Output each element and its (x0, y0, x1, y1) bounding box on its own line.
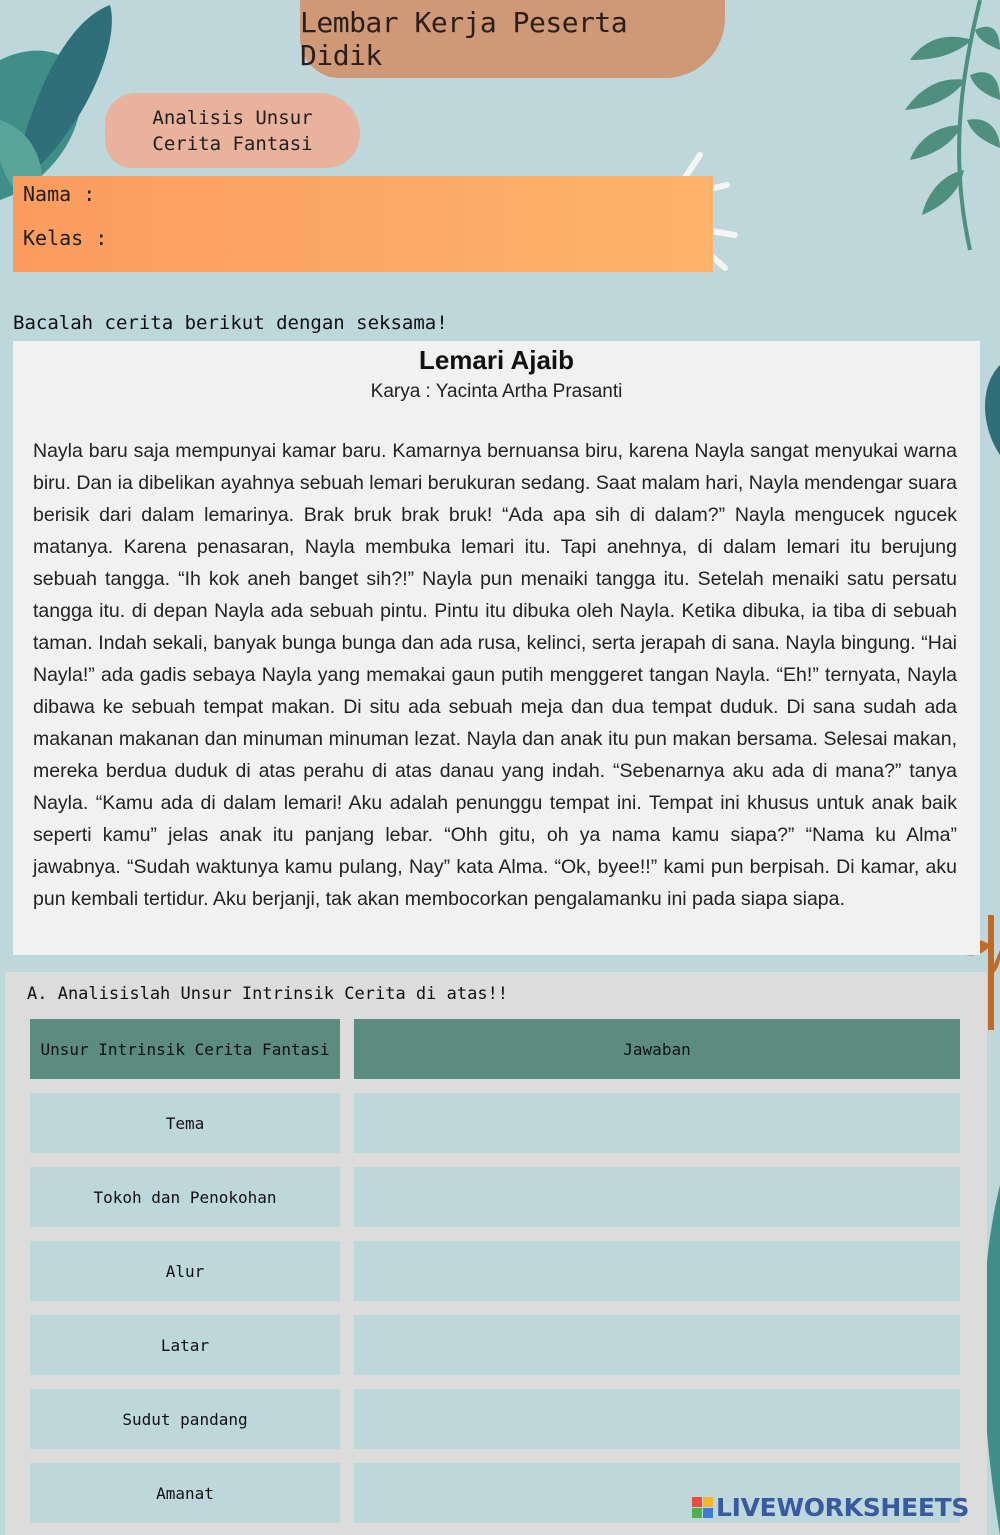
logo-square-green (692, 1508, 702, 1518)
liveworksheets-wordmark: LIVEWORKSHEETS (716, 1493, 970, 1522)
liveworksheets-logo-icon (692, 1497, 713, 1518)
logo-square-blue (703, 1508, 713, 1518)
answer-field-tokoh[interactable] (354, 1167, 960, 1227)
answer-input-alur[interactable] (354, 1241, 960, 1301)
story-panel (13, 341, 980, 955)
story-author: Karya : Yacinta Artha Prasanti (370, 381, 623, 402)
element-cell-amanat: Amanat (30, 1463, 340, 1523)
element-cell-alur: Alur (30, 1241, 340, 1301)
answer-field-alur[interactable] (354, 1241, 960, 1301)
worksheet-title: Lembar Kerja Peserta Didik (300, 0, 725, 78)
answer-field-tema[interactable] (354, 1093, 960, 1153)
element-cell-tokoh: Tokoh dan Penokohan (30, 1167, 340, 1227)
task-heading: A. Analisislah Unsur Intrinsik Cerita di atas!! (27, 984, 509, 1004)
fern-decoration-right (860, 0, 1000, 260)
table-header-answer: Jawaban (354, 1019, 960, 1079)
worksheet-subtitle (105, 93, 360, 168)
class-label: Kelas : (23, 226, 108, 250)
answer-field-sudut-pandang[interactable] (354, 1389, 960, 1449)
story-text: Nayla baru saja mempunyai kamar baru. Kamarnya bernuansa biru, karena Nayla sangat menyukai warna biru. Dan ia dibelikan ayahnya sebuah lemari berukuran sedang. Saat malam hari, Nayla mendengar suara berisik dari dalam lemarinya. Brak bruk brak bruk! “Ada apa sih di dalam?” Nayla mengucek ngucek matanya. Karena penasaran, Nayla membuka lemari itu. Tapi anehnya, di dalam lemari itu berujung sebuah tangga. “Ih kok aneh banget sih?!” Nayla pun menaiki tangga itu. Setelah menaiki satu persatu tangga itu. di depan Nayla ada sebuah pintu. Pintu itu dibuka oleh Nayla. Ketika dibuka, ia tiba di sebuah taman. Indah sekali, banyak bunga bunga dan ada rusa, kelinci, serta jerapah di sana. Nayla bingung. “Hai Nayla!” ada gadis sebaya Nayla yang memakai gaun putih menggeret tangan Nayla. “Eh!” ternyata, Nayla dibawa ke sebuah tempat makan. Di situ ada sebuah meja dan dua tempat duduk. Di sana sudah ada makanan makanan dan minuman minuman lezat. Nayla dan anak itu pun makan bersama. Selesai makan, mereka berdua duduk di atas perahu di atas danau yang indah. “Sebenarnya aku ada di mana?” tanya Nayla. “Kamu ada di dalam lemari! Aku adalah penunggu tempat ini. Tempat ini khusus untuk anak baik seperti kamu” jelas anak itu panjang lebar. “Ohh gitu, oh ya nama kamu siapa?” “Nama ku Alma” jawabnya. “Sudah waktunya kamu pulang, Nay” kata Alma. “Ok, byee!!” kami pun berpisah. Di kamar, aku pun kembali tertidur. Aku berjanji, tak akan membocorkan pengalamanku ini pada siapa siapa. (33, 440, 957, 910)
name-label: Nama : (23, 182, 96, 206)
reading-instruction: Bacalah cerita berikut dengan seksama! (13, 312, 448, 334)
subtitle-line-2: Cerita Fantasi (152, 132, 313, 155)
story-title: Lemari Ajaib (418, 345, 575, 375)
student-identity-box (13, 176, 713, 272)
answer-input-latar[interactable] (354, 1315, 960, 1375)
element-cell-sudut-pandang: Sudut pandang (30, 1389, 340, 1449)
answer-field-latar[interactable] (354, 1315, 960, 1375)
answer-input-tokoh[interactable] (354, 1167, 960, 1227)
answer-input-sudut-pandang[interactable] (354, 1389, 960, 1449)
element-cell-latar: Latar (30, 1315, 340, 1375)
liveworksheets-logo (692, 1493, 969, 1522)
table-header-element: Unsur Intrinsik Cerita Fantasi (30, 1019, 340, 1079)
answer-input-tema[interactable] (354, 1093, 960, 1153)
element-cell-tema: Tema (30, 1093, 340, 1153)
logo-square-yellow (703, 1497, 713, 1507)
subtitle-line-1: Analisis Unsur (152, 106, 313, 129)
analysis-task-panel (5, 972, 987, 1535)
logo-square-red (692, 1497, 702, 1507)
